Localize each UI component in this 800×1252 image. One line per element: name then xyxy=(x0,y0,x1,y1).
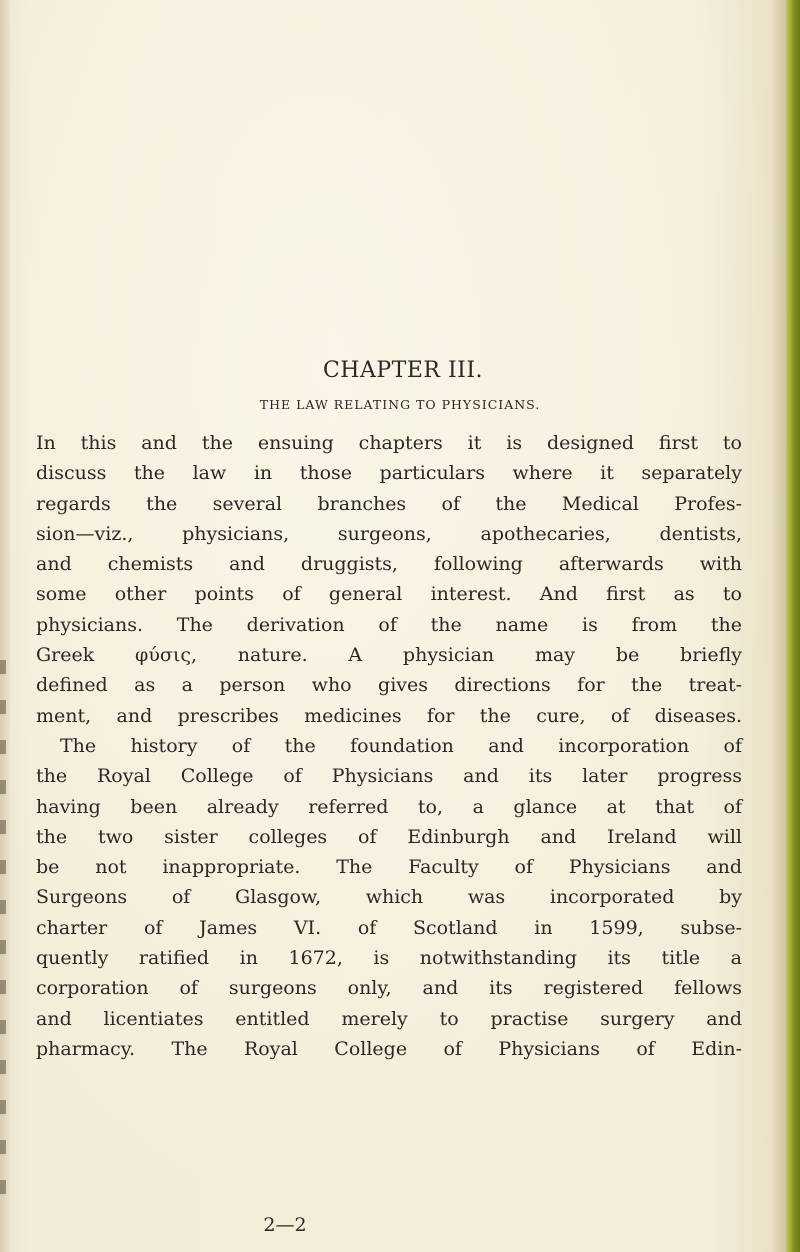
chapter-subtitle: THE LAW RELATING TO PHYSICIANS. xyxy=(259,397,541,412)
text-line: the Royal College of Physicians and its later progress xyxy=(36,765,742,788)
text-line: In this and the ensuing chapters it is designed first to xyxy=(36,432,742,454)
page-fold-shadow xyxy=(770,0,786,1252)
text-line: physicians. The derivation of the name is from the xyxy=(36,613,742,636)
binding-marks xyxy=(0,660,6,1200)
text-line: some other points of general interest. And first as to xyxy=(36,583,742,606)
text-line: discuss the law in those particulars where it separately xyxy=(36,462,742,485)
text-line: The history of the foundation and incorporation of xyxy=(60,734,742,757)
text-line: be not inappropriate. The Faculty of Physicians and xyxy=(36,856,742,879)
body-text xyxy=(36,428,742,1064)
text-line: and licentiates entitled merely to practise surgery and xyxy=(36,1007,742,1030)
text-line: regards the several branches of the Medical Profes- xyxy=(36,492,742,515)
text-line: having been already referred to, a glance at that of xyxy=(36,795,742,818)
text-line: and chemists and druggists, following afterwards with xyxy=(36,553,742,576)
text-line: ment, and prescribes medicines for the cure, of diseases. xyxy=(36,704,742,727)
book-cover-edge xyxy=(786,0,800,1252)
text-line: defined as a person who gives directions for the treat- xyxy=(36,674,742,697)
text-line: charter of James VI. of Scotland in 1599, subse- xyxy=(36,916,742,939)
text-line: quently ratified in 1672, is notwithstanding its title a xyxy=(36,947,742,970)
text-line: the two sister colleges of Edinburgh and Ireland will xyxy=(36,825,742,848)
text-line: Greek φύσις, nature. A physician may be briefly xyxy=(36,644,742,667)
text-line: corporation of surgeons only, and its registered fellows xyxy=(36,977,742,1000)
text-line: Surgeons of Glasgow, which was incorporated by xyxy=(36,886,742,909)
signature-mark: 2—2 xyxy=(263,1214,307,1236)
chapter-title: CHAPTER III. xyxy=(322,358,484,383)
text-line: pharmacy. The Royal College of Physicians of Edin- xyxy=(36,1037,742,1060)
text-line: sion—viz., physicians, surgeons, apothecaries, dentists, xyxy=(36,522,742,545)
